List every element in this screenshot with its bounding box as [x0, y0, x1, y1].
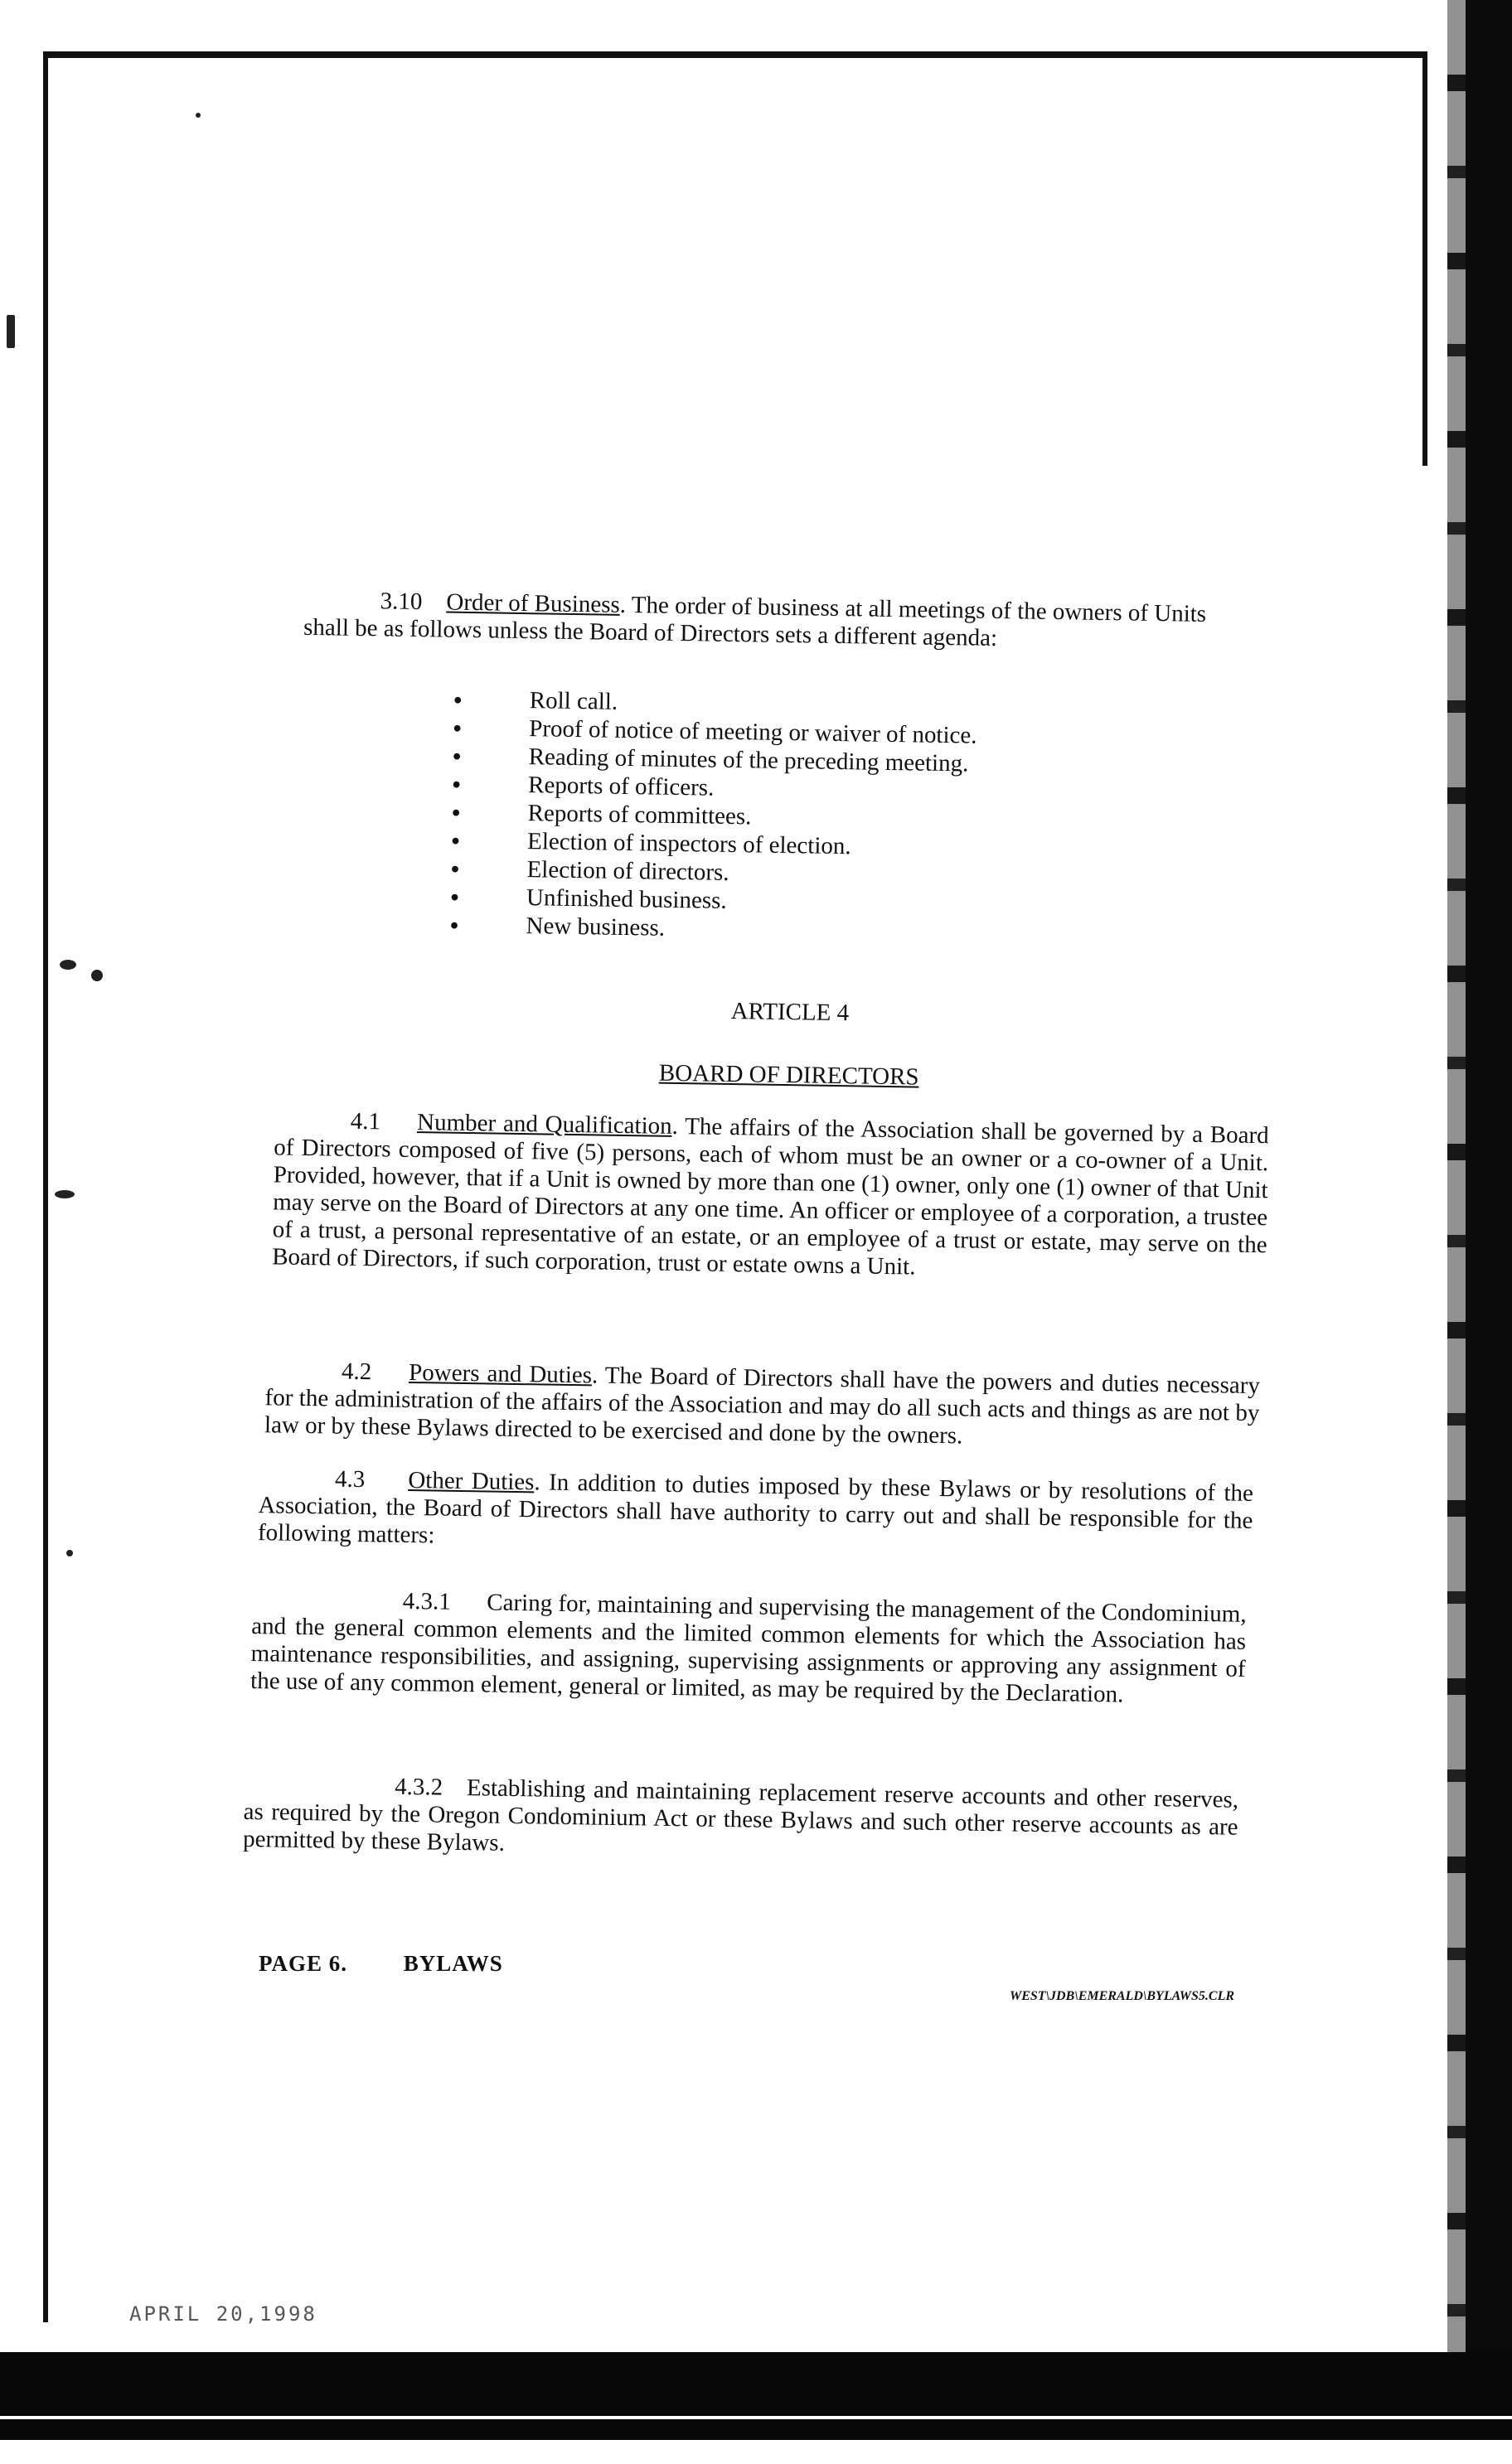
- list-item: ● Reading of minutes of the preceding meeting.: [452, 742, 1032, 779]
- section-text-line2: shall be as follows unless the Board of Directors sets a different agenda:: [303, 613, 998, 651]
- section-number: 3.10: [380, 588, 423, 616]
- section-text: . The Board of Directors shall have the powers and duties necessary for the administration of the affairs of the Association and may do all such acts and things as are not by law or by these Bylaws directed to be exercised and done by the owners.: [264, 1362, 1261, 1450]
- file-path: WEST\JDB\EMERALD\BYLAWS5.CLR: [1010, 1989, 1235, 2003]
- section-4-3-2: [243, 1771, 1238, 1869]
- section-number: 4.3.2: [394, 1773, 443, 1801]
- document-name: BYLAWS: [403, 1951, 503, 1976]
- section-number: 4.3: [334, 1465, 366, 1493]
- section-number: 4.1: [350, 1107, 381, 1135]
- section-4-3: [258, 1464, 1253, 1562]
- list-item: ● Proof of notice of meeting or waiver of notice.: [453, 714, 1033, 751]
- page-footer: [259, 1951, 553, 1977]
- list-item: ● Election of inspectors of election.: [451, 826, 1031, 864]
- list-item: ● Reports of committees.: [451, 798, 1031, 835]
- date-stamp: APRIL 20,1998: [129, 2302, 317, 2326]
- section-text: . The order of business at all meetings of the owners of Units: [619, 591, 1207, 627]
- section-text: Establishing and maintaining replacement reserve accounts and other reserves, as required by the Oregon Condominium Act or these Bylaws and such other reserve accounts as are permitted by these Bylaws.: [242, 1774, 1239, 1856]
- section-heading: Number and Qualification: [416, 1109, 672, 1140]
- list-item: ● Unfinished business.: [450, 883, 1030, 920]
- section-3-10: [303, 587, 1299, 657]
- section-text: Caring for, maintaining and supervising the management of the Condominium, and the general common elements and the limited common elements for which the Association has maintenance responsibilities, and assigning, supervising assignments or approving any assignment of the use of any common element, general or limited, as may be required by the Declaration.: [250, 1589, 1247, 1708]
- list-item: ● New business.: [449, 911, 1030, 948]
- list-item: ● Roll call.: [453, 685, 1034, 723]
- list-item: ● Reports of officers.: [452, 770, 1032, 807]
- section-text: . In addition to duties imposed by these Bylaws or by resolutions of the Association, the Board of Directors shall have authority to carry out and shall be responsible for the following matters:: [257, 1469, 1254, 1549]
- section-heading: Other Duties: [408, 1466, 535, 1496]
- list-item: ● Election of directors.: [450, 854, 1030, 892]
- section-4-2: [264, 1357, 1260, 1455]
- article-label: ARTICLE 4: [730, 998, 850, 1027]
- section-number: 4.3.1: [402, 1587, 451, 1615]
- section-text: . The affairs of the Association shall be governed by a Board of Directors composed of five (5) persons, each of whom must be an owner or a co-owner of a Unit. Provided, however, that if a Unit is owned by more than one (1) owner, only one (1) owner of that Unit may serve on the Board of Directors at any one time. An officer or employee of a corporation, a trustee of a trust, a personal representative of an estate, or an employee of a trust or estate, may serve on the Board of Directors, if such corporation, trust or estate owns a Unit.: [271, 1112, 1269, 1280]
- section-4-3-1: [250, 1585, 1247, 1711]
- section-number: 4.2: [341, 1358, 372, 1386]
- section-4-1: [272, 1106, 1269, 1286]
- agenda-list: [449, 685, 1034, 948]
- article-title: BOARD OF DIRECTORS: [658, 1059, 919, 1091]
- section-heading: Powers and Duties: [408, 1358, 593, 1389]
- page-number: PAGE 6.: [259, 1951, 347, 1976]
- section-heading: Order of Business: [446, 588, 621, 618]
